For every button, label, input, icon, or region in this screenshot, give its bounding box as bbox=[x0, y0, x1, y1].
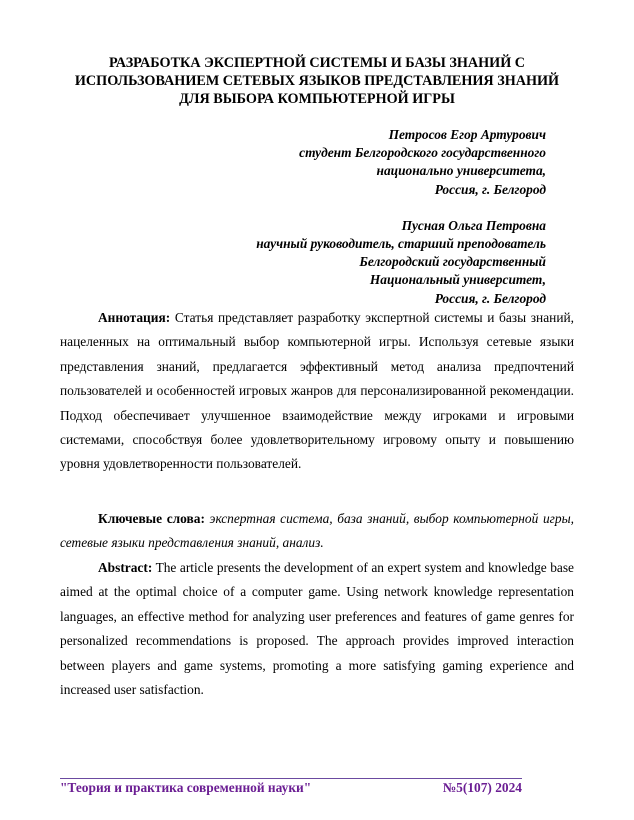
author-1-affiliation: национально университета, bbox=[376, 163, 546, 179]
footer-divider bbox=[60, 778, 522, 779]
author-2-affiliation: Белгородский государственный bbox=[359, 254, 546, 270]
keywords-text: экспертная система, база знаний, выбор компьютерной игры, сетевые языки представления знаний, анализ. bbox=[60, 511, 574, 551]
author-2-position: научный руководитель, старший преподователь bbox=[256, 236, 546, 252]
author-1-position: студент Белгородского государственного bbox=[299, 145, 546, 161]
article-title bbox=[30, 54, 604, 108]
abstract-ru-label: Аннотация: bbox=[98, 310, 171, 325]
author-2-location: Россия, г. Белгород bbox=[434, 290, 546, 306]
author-2-name: Пусная Ольга Петровна bbox=[401, 217, 546, 233]
keywords-label: Ключевые слова: bbox=[98, 511, 205, 526]
abstract-en-label: Abstract: bbox=[98, 560, 153, 575]
author-1-name: Петросов Егор Артурович bbox=[388, 127, 546, 142]
author-block bbox=[256, 126, 546, 308]
title-line-2: ИСПОЛЬЗОВАНИЕМ СЕТЕВЫХ ЯЗЫКОВ ПРЕДСТАВЛЕНИЯ ЗНАНИЙ bbox=[74, 73, 560, 89]
abstract-ru bbox=[60, 306, 574, 477]
title-line-1: РАЗРАБОТКА ЭКСПЕРТНОЙ СИСТЕМЫ И БАЗЫ ЗНАНИЙ С bbox=[108, 55, 526, 71]
title-line-3: ДЛЯ ВЫБОРА КОМПЬЮТЕРНОЙ ИГРЫ bbox=[179, 91, 455, 107]
abstract-en bbox=[60, 556, 574, 702]
keywords bbox=[60, 507, 574, 556]
abstract-ru-text: Статья представляет разработку экспертной системы и базы знаний, нацеленных на оптимальный выбор компьютерной игры. Используя сетевые языки представления знаний, предлагается эффективный метод анализа предпочтений пользователей и особенностей игровых жанров для персонализированной рекомендации. Подход обеспечивает улучшенное взаимодействие между игроками и игровыми системами, способствуя более удовлетворительному игровому опыту и повышению уровня удовлетворенности пользователей. bbox=[60, 310, 574, 472]
author-1-location: Россия, г. Белгород bbox=[434, 181, 546, 197]
author-2-affiliation-cont: Национальный университет, bbox=[369, 272, 546, 288]
abstract-en-text: The article presents the development of an expert system and knowledge base aimed at the optimal choice of a computer game. Using network knowledge representation languages, an effective method for analyzing user preferences and features of game genres for personalized recommendations is proposed. The approach provides improved interaction between players and game systems, promoting a more satisfying gaming experience and increased user satisfaction. bbox=[60, 560, 575, 698]
journal-name: "Теория и практика современной науки" bbox=[60, 780, 312, 795]
journal-issue: №5(107) 2024 bbox=[442, 780, 522, 795]
